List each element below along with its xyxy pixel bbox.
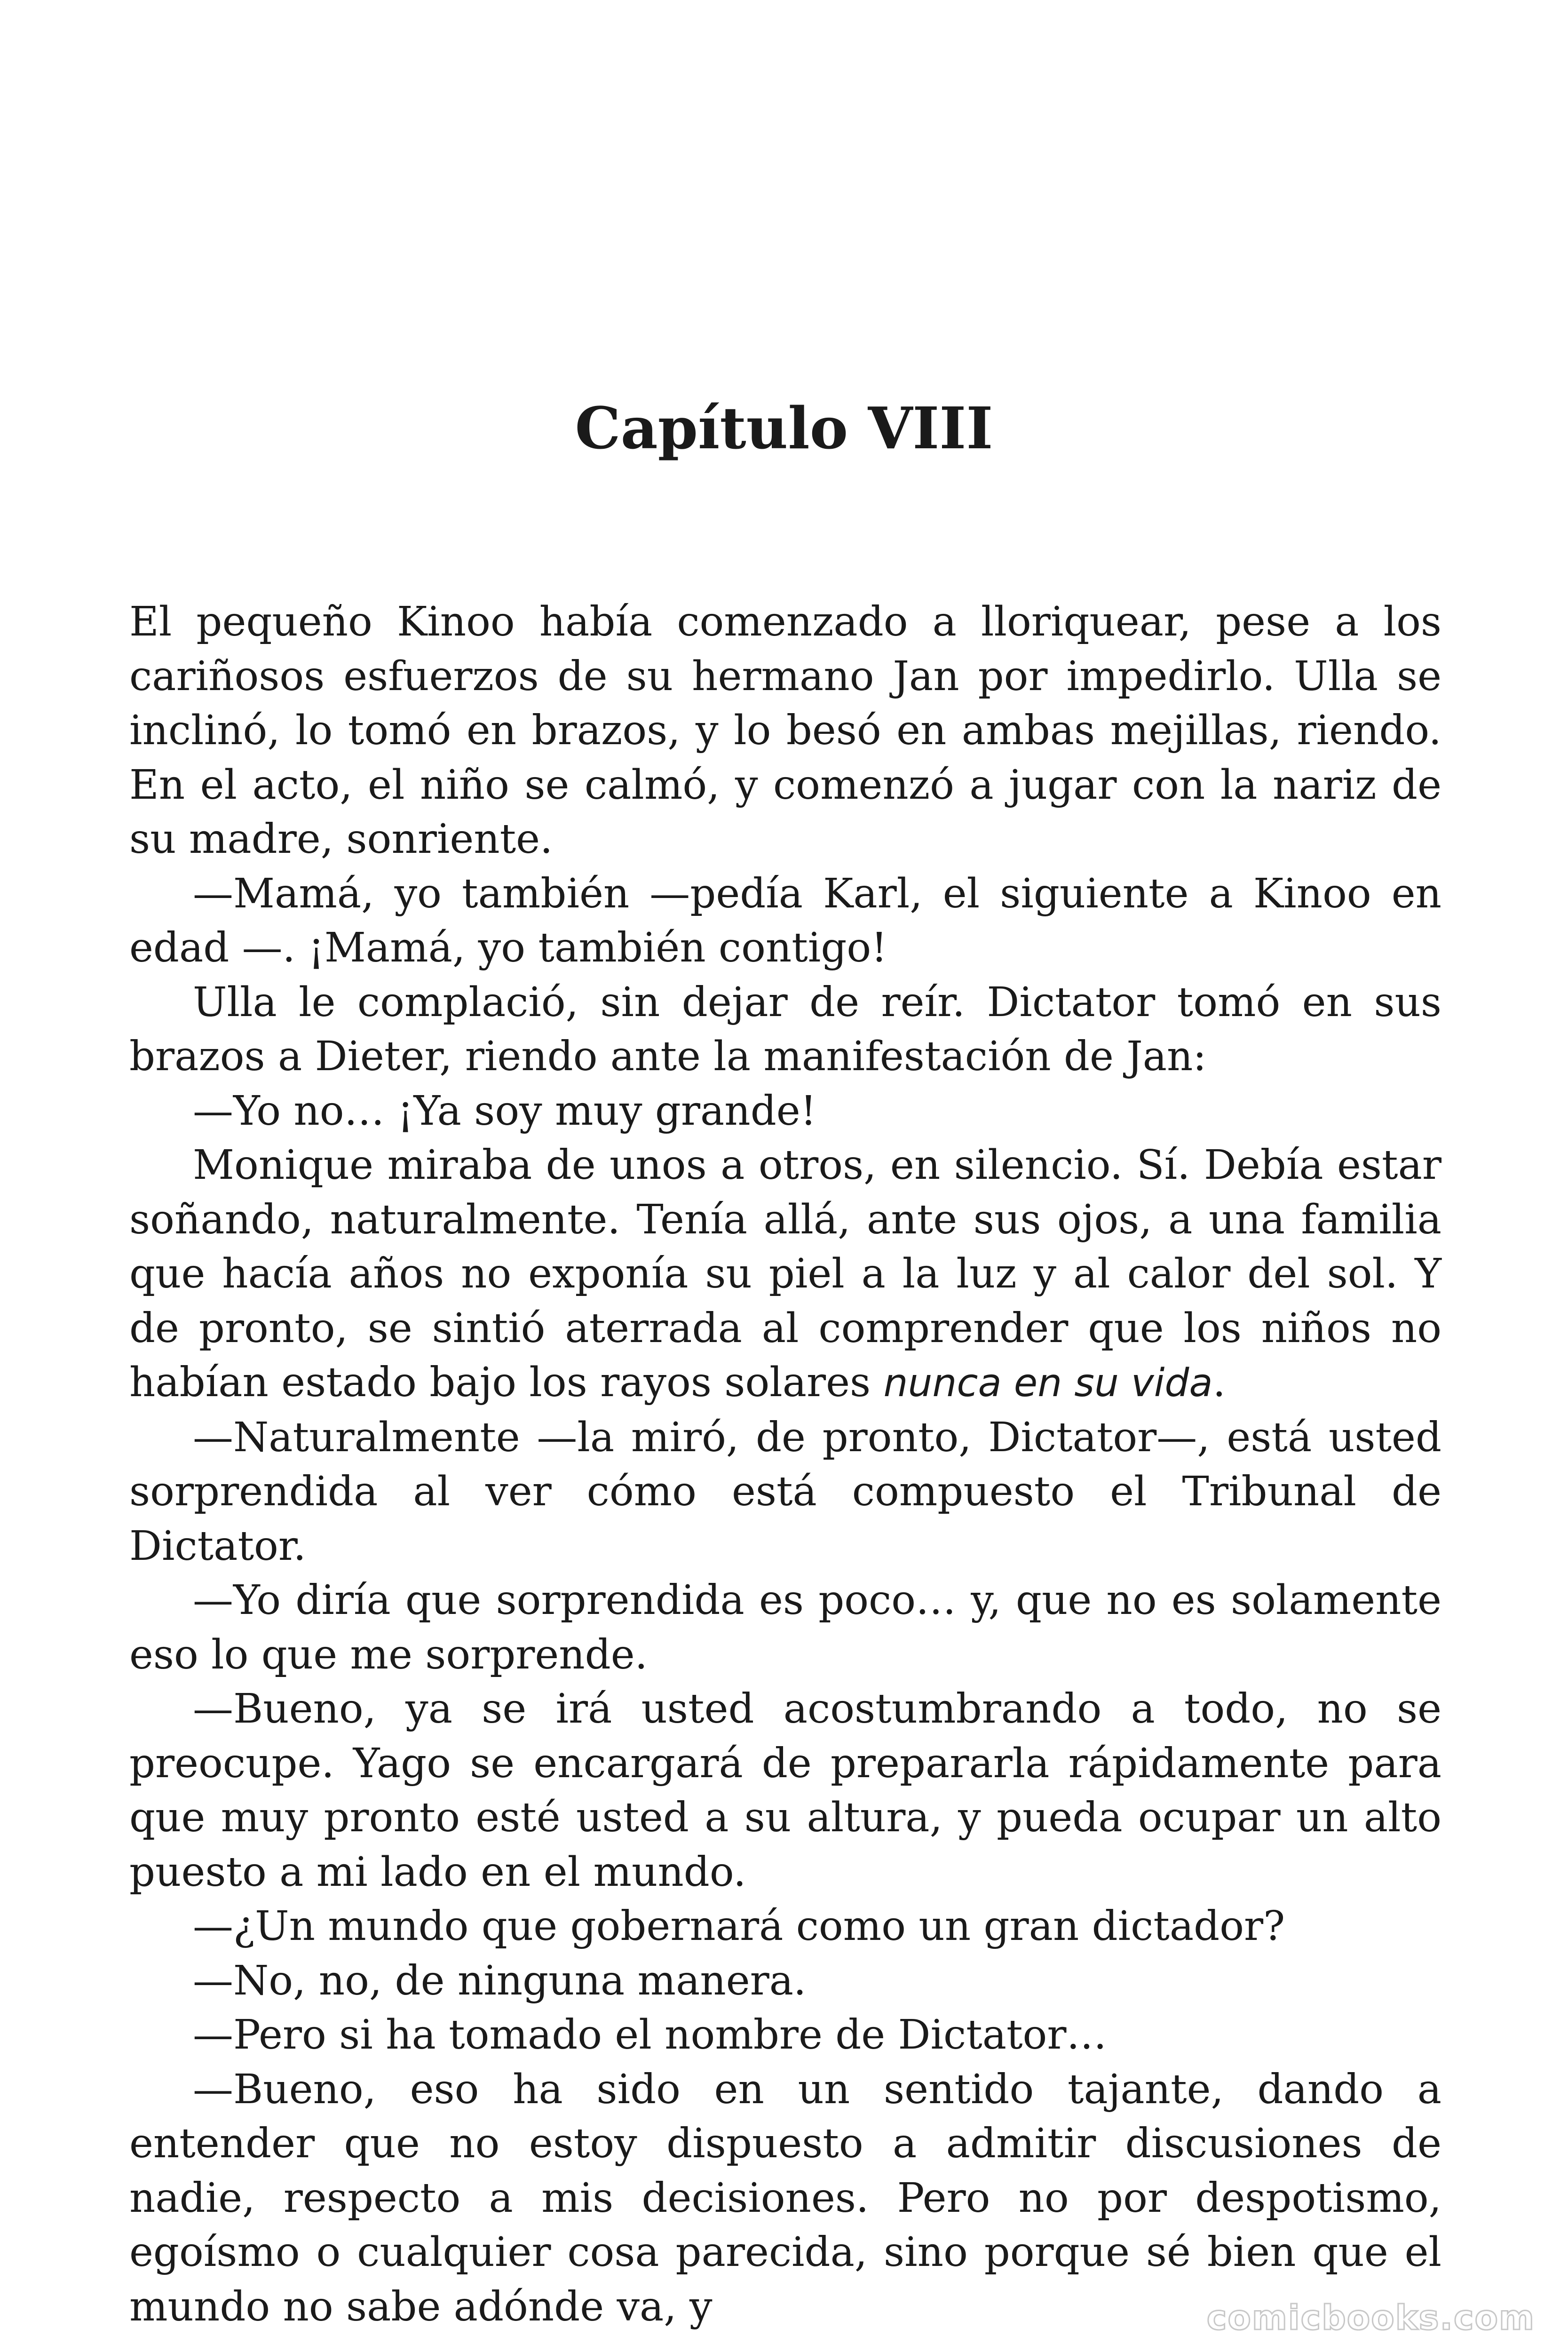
paragraph: —Yo no… ¡Ya soy muy grande! bbox=[193, 1087, 817, 1135]
paragraph: —Yo diría que sorprendida es poco… y, que no es solamente eso lo que me sorprende. bbox=[129, 1577, 1441, 1678]
paragraph: —Bueno, ya se irá usted acostumbrando a todo, no se preocupe. Yago se encargará de prepararla rápidamente para que muy pronto esté usted a su altura, y pueda ocupar un alto puesto a mi lado en el mundo. bbox=[129, 1685, 1441, 1896]
chapter-title: Capítulo VIII bbox=[575, 394, 993, 462]
paragraph: —No, no, de ninguna manera. bbox=[193, 1957, 807, 2004]
paragraph: —¿Un mundo que gobernará como un gran dictador? bbox=[193, 1903, 1285, 1950]
paragraph: —Mamá, yo también —pedía Karl, el siguiente a Kinoo en edad —. ¡Mamá, yo también contigo! bbox=[129, 870, 1441, 971]
paragraph: Monique miraba de unos a otros, en silencio. Sí. Debía estar soñando, naturalmente. Tenía allá, ante sus ojos, a una familia que hacía años no exponía su piel a la luz y al calor del sol. Y de pronto, se sintió aterrada al comprender que los niños no habían estado bajo los rayos solares nunca en su vida. bbox=[129, 1142, 1441, 1406]
italic-emphasis: nunca en su vida bbox=[883, 1361, 1213, 1406]
paragraph: El pequeño Kinoo había comenzado a lloriquear, pese a los cariñosos esfuerzos de su hermano Jan por impedirlo. Ulla se inclinó, lo tomó en brazos, y lo besó en ambas mejillas, riendo. En el acto, el niño se calmó, y comenzó a jugar con la nariz de su madre, sonriente. bbox=[129, 598, 1441, 863]
chapter-body bbox=[129, 595, 1441, 2334]
paragraph: Ulla le complació, sin dejar de reír. Dictator tomó en sus brazos a Dieter, riendo ante la manifestación de Jan: bbox=[129, 978, 1441, 1080]
paragraph: —Pero si ha tomado el nombre de Dictator… bbox=[193, 2011, 1107, 2058]
paragraph: —Naturalmente —la miró, de pronto, Dictator—, está usted sorprendida al ver cómo está compuesto el Tribunal de Dictator. bbox=[129, 1414, 1441, 1570]
watermark: comicbooks.com bbox=[1206, 2298, 1535, 2337]
paragraph: —Bueno, eso ha sido en un sentido tajante, dando a entender que no estoy dispuesto a admitir discusiones de nadie, respecto a mis decisiones. Pero no por despotismo, egoísmo o cualquier cosa parecida, sino porque sé bien que el mundo no sabe adónde va, y bbox=[129, 2066, 1441, 2330]
